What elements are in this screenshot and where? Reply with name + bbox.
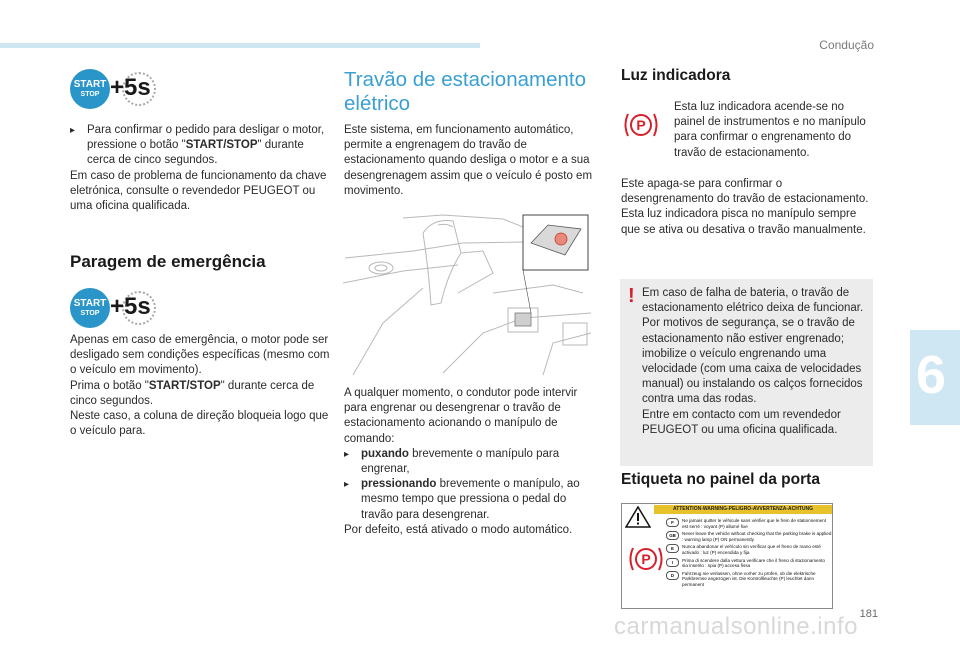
- parking-brake-warning-icon: [622, 110, 660, 140]
- shutdown-prefix: Para confirmar o pedido para desligar o motor, pressione o botão ": [87, 124, 325, 152]
- start-stop-5s-icon: [70, 69, 160, 109]
- pull-label: puxando: [361, 447, 409, 460]
- start-stop-label: START/STOP: [148, 379, 221, 392]
- start-stop-button-icon: [70, 288, 110, 328]
- switch-zoom-inset: [523, 215, 588, 270]
- language-flag: F: [666, 518, 679, 527]
- door-label-lines: [666, 518, 832, 590]
- warning-line-3: Entre em contacto com um revendedor PEUGEOT ou uma oficina qualificada.: [642, 408, 841, 436]
- warning-line-1: Em caso de falha de bateria, o travão de estacionamento elétrico deixa de funcionar.: [642, 287, 864, 315]
- emergency-heading: Paragem de emergência: [70, 252, 266, 271]
- center-console-illustration: [343, 213, 593, 378]
- p-letter: P: [641, 551, 651, 567]
- press-paragraph: [70, 379, 332, 409]
- emergency-text: [70, 333, 332, 439]
- start-stop-label: START/STOP: [185, 139, 258, 152]
- light-blink-paragraph: Esta luz indicadora pisca no manípulo sempre que se ativa ou desativa o travão manualmente.: [621, 208, 866, 236]
- key-problem-paragraph: Em caso de problema de funcionamento da chave eletrónica, consulte o revendedor PEUGEOT ou uma oficina qualificada.: [70, 169, 327, 213]
- auto-mode-paragraph: Por defeito, está ativado o modo automático.: [344, 523, 573, 536]
- light-off-paragraph: Este apaga-se para confirmar o desengrenamento do travão de estacionamento.: [621, 178, 869, 206]
- plus-five-seconds: +5s: [110, 293, 151, 320]
- p-letter: P: [636, 117, 646, 133]
- plus-five-seconds: +5s: [110, 74, 151, 101]
- start-stop-button-icon: [70, 69, 110, 109]
- steering-lock-paragraph: Neste caso, a coluna de direção bloqueia logo que o veículo para.: [70, 410, 329, 438]
- stop-word: STOP: [80, 310, 100, 317]
- pull-bullet: [344, 447, 594, 477]
- brake-intro: Este sistema, em funcionamento automático, permite a engrenagem do travão de estacionamento quando desliga o motor e a sua desengrenagem assim que o veículo é posto em movimento.: [344, 124, 593, 197]
- door-label-heading: Etiqueta no painel da porta: [621, 471, 820, 488]
- header-accent-bar: [0, 43, 480, 48]
- pull-text: brevemente o manípulo para engrenar,: [361, 447, 560, 476]
- operation-paragraph: A qualquer momento, o condutor pode intervir para engrenar ou desengrenar o travão de estacionamento acionando o manípulo de comando:: [344, 387, 578, 445]
- press-prefix: Prima o botão ": [70, 379, 149, 392]
- bullet-arrow-icon: ▸: [344, 479, 350, 491]
- list-item: [666, 544, 832, 555]
- watermark: carmanualsonline.info: [614, 613, 858, 640]
- page-number: 181: [859, 608, 878, 620]
- press-text: brevemente o manípulo, ao mesmo tempo que pressiona o pedal do travão para desengrenar.: [361, 478, 580, 521]
- shutdown-text: [70, 123, 332, 214]
- warning-line-2: Por motivos de segurança, se o travão de estacionamento não estiver engrenado; imobilize o veículo engrenando uma velocidade (com uma caixa de velocidades manual) ou instalando os calços fornecidos contra uma das rodas.: [642, 317, 863, 406]
- chapter-number: 6: [915, 345, 946, 405]
- language-text: Ne jamais quitter le véhicule sans vérifier que le frein de stationnement est serré : voyant (P) allumé fixe: [682, 518, 827, 529]
- language-flag: GB: [666, 531, 679, 540]
- list-item: [666, 531, 832, 542]
- start-stop-5s-icon-2: [70, 288, 160, 328]
- stop-word: STOP: [80, 91, 100, 98]
- emergency-paragraph: Apenas em caso de emergência, o motor pode ser desligado sem condições específicas (mesmo com o veículo em movimento).: [70, 334, 330, 377]
- start-word: START: [73, 79, 107, 90]
- indicator-light-heading: Luz indicadora: [621, 67, 731, 84]
- indicator-light-paragraph: Esta luz indicadora acende-se no painel de instrumentos e no manípulo para confirmar o engrenamento do travão de estacionamento.: [674, 101, 866, 159]
- parking-brake-warning-icon: [627, 544, 665, 574]
- press-label: pressionando: [361, 478, 437, 491]
- battery-warning-box: [620, 279, 873, 466]
- door-panel-label: [621, 503, 833, 609]
- start-word: START: [73, 298, 107, 309]
- indicator-more-text: [621, 177, 873, 238]
- shutdown-suffix: " durante cerca de cinco segundos.: [87, 139, 304, 167]
- bullet-arrow-icon: ▸: [344, 448, 350, 460]
- section-name: Condução: [819, 38, 874, 52]
- language-text: Never leave the vehicle without checking that the parking brake is applied : warning lamp (P) ON permanently: [682, 531, 832, 542]
- language-text: Prima di scendere dalla vettura verificare che il freno di stazionamento sia inserito : spia (P) accesa fissa: [682, 557, 825, 569]
- warning-triangle-icon: [625, 506, 651, 528]
- parking-brake-title: Travão de estacionamento elétrico: [344, 68, 586, 115]
- language-text: Nunca abandonar el vehículo sin verificar que el freno de mano esté activado : luz (P) encendida y fija: [682, 544, 821, 555]
- list-item: [666, 518, 832, 529]
- bullet-arrow-icon: ▸: [70, 125, 76, 136]
- door-label-header: ATTENTION-WARNING-PELIGRO-AVVERTENZA-ACHTUNG: [654, 505, 832, 514]
- list-item: [666, 571, 832, 588]
- language-flag: I: [666, 558, 679, 567]
- list-item: [666, 558, 832, 569]
- press-bullet: [344, 477, 594, 523]
- language-text: Fahrzeug nie verlassen, ohne vorher zu prüfen, ob die elektrische Parkbremse angezogen ist. Die Kontrollleuchte (P) leuchtet dann permanent: [682, 570, 816, 587]
- shutdown-bullet: [70, 123, 332, 169]
- brake-operation-text: [344, 386, 594, 538]
- warning-exclamation-icon: !: [628, 285, 635, 307]
- press-suffix: " durante cerca de cinco segundos.: [70, 379, 315, 407]
- parking-brake-switch: [515, 313, 531, 326]
- warning-text: [642, 286, 867, 438]
- language-flag: D: [666, 571, 679, 580]
- language-flag: E: [666, 544, 679, 553]
